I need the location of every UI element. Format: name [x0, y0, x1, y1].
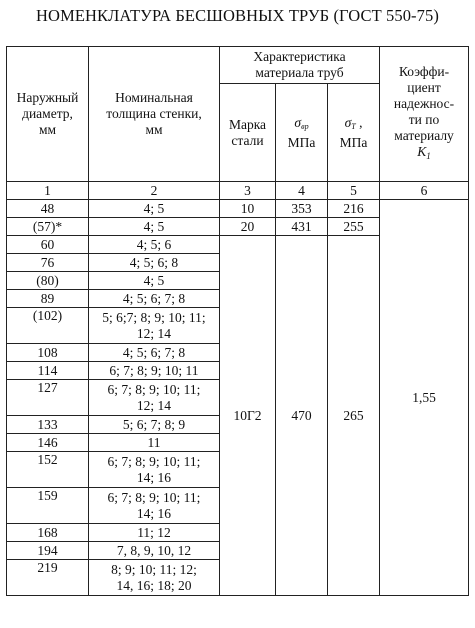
page-title: НОМЕНКЛАТУРА БЕСШОВНЫХ ТРУБ (ГОСТ 550-75) [36, 6, 439, 25]
sigma-vr-cell: 431 [276, 218, 328, 236]
header-coefficient [380, 47, 469, 182]
wall-thickness-line: 8; 9; 10; 11; 12; [111, 561, 197, 577]
wall-thickness-cell: 5; 6; 7; 8; 9 [89, 416, 220, 434]
header-line: материалу [394, 128, 454, 143]
sigma-t-symbol: $\sigma_T$ , [344, 114, 363, 131]
wall-thickness-line: 12; 14 [136, 325, 172, 341]
outer-diameter-cell: 60 [7, 236, 89, 254]
column-number: 6 [380, 182, 469, 200]
wall-thickness-line: 14; 16 [136, 505, 172, 521]
steel-grade-cell: 10Г2 [220, 236, 276, 596]
wall-thickness-cell: 6; 7; 8; 9; 10; 11 [89, 362, 220, 380]
wall-thickness-cell: 4; 5; 6; 7; 8 [89, 344, 220, 362]
header-line: диаметр, [22, 106, 73, 121]
table-row [7, 200, 469, 218]
steel-grade-cell: 20 [220, 218, 276, 236]
header-line: мм [38, 122, 57, 137]
header-line: Характеристика [253, 49, 346, 64]
wall-thickness-line: 6; 7; 8; 9; 10; 11; [107, 381, 201, 397]
sigma-t-cell: 216 [328, 200, 380, 218]
header-line: надежнос- [393, 96, 455, 111]
column-number: 1 [7, 182, 89, 200]
outer-diameter-cell: (80) [7, 272, 89, 290]
header-unit: МПа [339, 134, 368, 150]
header-outer-diameter [7, 47, 89, 182]
wall-thickness-cell: 4; 5 [89, 272, 220, 290]
wall-thickness-cell: 4; 5 [89, 218, 220, 236]
column-number: 3 [220, 182, 276, 200]
coefficient-cell: 1,55 [380, 200, 469, 596]
outer-diameter-cell: 89 [7, 290, 89, 308]
header-line: Номинальная [115, 90, 193, 105]
outer-diameter-cell: 159 [7, 488, 89, 524]
sigma-vr-cell: 470 [276, 236, 328, 596]
outer-diameter-cell: 76 [7, 254, 89, 272]
wall-thickness-cell: 4; 5; 6; 7; 8 [89, 290, 220, 308]
outer-diameter-cell: 127 [7, 380, 89, 416]
wall-thickness-cell: 7, 8, 9, 10, 12 [89, 542, 220, 560]
outer-diameter-cell: 48 [7, 200, 89, 218]
sigma-t-cell: 255 [328, 218, 380, 236]
header-wall-thickness [89, 47, 220, 182]
header-line: стали [231, 132, 264, 148]
header-line: материала труб [255, 65, 344, 80]
outer-diameter-cell: (57)* [7, 218, 89, 236]
header-line: Наружный [16, 90, 79, 105]
coefficient-symbol: $K_1$ [417, 144, 431, 161]
header-line: мм [145, 122, 163, 137]
wall-thickness-cell [89, 488, 220, 524]
column-number: 2 [89, 182, 220, 200]
wall-thickness-cell: 4; 5; 6 [89, 236, 220, 254]
header-row-1 [7, 47, 469, 84]
outer-diameter-cell: (102) [7, 308, 89, 344]
header-line: толщина стенки, [106, 106, 202, 121]
wall-thickness-cell [89, 380, 220, 416]
header-material-group [220, 47, 380, 84]
sigma-vr-symbol: $\sigma_{вр}$ [294, 114, 309, 131]
header-line: ти по [408, 112, 440, 127]
header-steel-grade [220, 84, 276, 182]
wall-thickness-cell: 11; 12 [89, 524, 220, 542]
wall-thickness-cell [89, 308, 220, 344]
header-unit: МПа [287, 134, 316, 150]
wall-thickness-line: 12; 14 [136, 397, 172, 413]
outer-diameter-cell: 219 [7, 560, 89, 596]
wall-thickness-cell [89, 560, 220, 596]
wall-thickness-cell: 4; 5 [89, 200, 220, 218]
outer-diameter-cell: 152 [7, 452, 89, 488]
wall-thickness-line: 14; 16 [136, 469, 172, 485]
sigma-vr-cell: 353 [276, 200, 328, 218]
column-number-row [7, 182, 469, 200]
column-number: 5 [328, 182, 380, 200]
header-line: циент [407, 80, 441, 95]
outer-diameter-cell: 168 [7, 524, 89, 542]
wall-thickness-cell: 11 [89, 434, 220, 452]
outer-diameter-cell: 146 [7, 434, 89, 452]
pipe-nomenclature-table [6, 46, 469, 596]
header-sigma-t [328, 84, 380, 182]
wall-thickness-cell [89, 452, 220, 488]
header-line: Марка [228, 116, 267, 132]
header-sigma-vr [276, 84, 328, 182]
sigma-t-cell: 265 [328, 236, 380, 596]
column-number: 4 [276, 182, 328, 200]
wall-thickness-line: 14, 16; 18; 20 [116, 577, 192, 593]
wall-thickness-line: 6; 7; 8; 9; 10; 11; [107, 489, 201, 505]
outer-diameter-cell: 133 [7, 416, 89, 434]
outer-diameter-cell: 108 [7, 344, 89, 362]
steel-grade-cell: 10 [220, 200, 276, 218]
outer-diameter-cell: 114 [7, 362, 89, 380]
wall-thickness-line: 5; 6;7; 8; 9; 10; 11; [102, 309, 206, 325]
outer-diameter-cell: 194 [7, 542, 89, 560]
wall-thickness-cell: 4; 5; 6; 8 [89, 254, 220, 272]
wall-thickness-line: 6; 7; 8; 9; 10; 11; [107, 453, 201, 469]
header-line: Коэффи- [398, 64, 450, 79]
